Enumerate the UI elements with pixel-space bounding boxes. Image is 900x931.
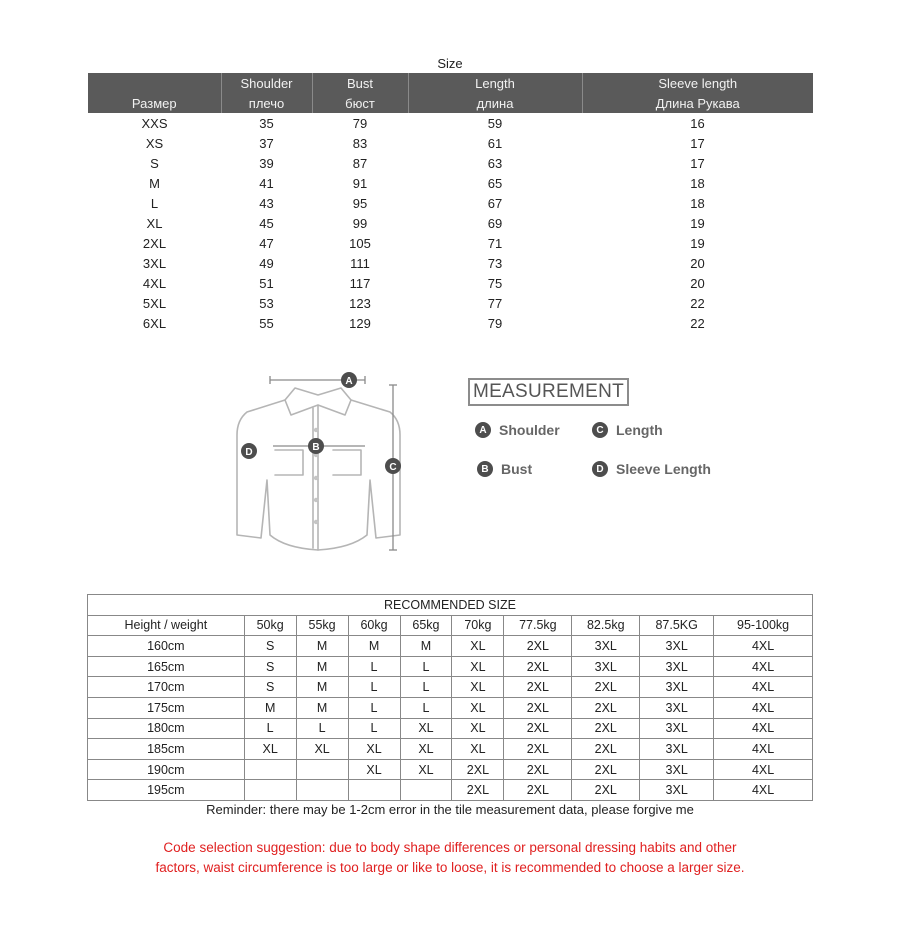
recommended-cell: 4XL bbox=[714, 739, 813, 760]
recommended-cell: 4XL bbox=[714, 780, 813, 801]
size-chart-body bbox=[88, 113, 813, 333]
size-cell: 17 bbox=[690, 155, 705, 171]
size-row bbox=[88, 293, 813, 313]
recommended-cell bbox=[244, 780, 296, 801]
size-cell: 19 bbox=[690, 235, 705, 251]
size-cell: 79 bbox=[487, 315, 503, 331]
size-cell: 47 bbox=[259, 235, 274, 251]
size-row bbox=[88, 233, 813, 253]
recommended-cell: XL bbox=[400, 759, 452, 780]
svg-text:C: C bbox=[389, 462, 397, 473]
svg-text:B: B bbox=[312, 442, 320, 453]
recommended-cell: 4XL bbox=[714, 759, 813, 780]
size-row bbox=[88, 133, 813, 153]
recommended-cell: 3XL bbox=[640, 636, 714, 657]
recommended-cell: XL bbox=[296, 739, 348, 760]
recommended-cell: M bbox=[296, 697, 348, 718]
size-cell: 43 bbox=[259, 195, 274, 211]
size-cell: 69 bbox=[487, 215, 503, 231]
header-bust: Bust bbox=[312, 73, 408, 93]
size-cell: 16 bbox=[690, 115, 705, 131]
recommended-row bbox=[88, 780, 813, 801]
size-cell: 6XL bbox=[142, 315, 167, 331]
size-cell: 55 bbox=[259, 315, 274, 331]
size-cell: 129 bbox=[349, 315, 371, 331]
size-cell: 18 bbox=[690, 195, 705, 211]
recommended-row bbox=[88, 739, 813, 760]
recommended-cell: 2XL bbox=[452, 780, 504, 801]
recommended-cell: 3XL bbox=[640, 759, 714, 780]
recommended-cell: 3XL bbox=[640, 677, 714, 698]
size-cell: 22 bbox=[690, 315, 705, 331]
recommended-header-cell: 82.5kg bbox=[572, 615, 640, 636]
recommended-cell: 195cm bbox=[88, 780, 245, 801]
size-row bbox=[88, 113, 813, 133]
recommended-cell: 3XL bbox=[640, 739, 714, 760]
recommended-cell: 2XL bbox=[572, 697, 640, 718]
size-cell: 99 bbox=[352, 215, 368, 231]
recommended-cell: L bbox=[400, 656, 452, 677]
recommended-row bbox=[88, 718, 813, 739]
suggestion-line-1: Code selection suggestion: due to body shape differences or personal dressing habits and other bbox=[163, 840, 737, 855]
recommended-header-cell: 50kg bbox=[244, 615, 296, 636]
recommended-cell: 190cm bbox=[88, 759, 245, 780]
size-cell: 53 bbox=[259, 295, 274, 311]
recommended-cell: M bbox=[244, 697, 296, 718]
recommended-cell: 2XL bbox=[504, 697, 572, 718]
recommended-cell bbox=[244, 759, 296, 780]
recommended-cell: XL bbox=[452, 718, 504, 739]
recommended-cell: L bbox=[348, 656, 400, 677]
size-cell: 79 bbox=[352, 115, 368, 131]
recommended-cell bbox=[296, 759, 348, 780]
size-cell: 3XL bbox=[142, 255, 167, 271]
recommended-cell: 3XL bbox=[640, 780, 714, 801]
recommended-cell: 170cm bbox=[88, 677, 245, 698]
recommended-cell: 2XL bbox=[572, 739, 640, 760]
size-cell: 18 bbox=[690, 175, 705, 191]
size-cell: 59 bbox=[487, 115, 503, 131]
size-cell: 39 bbox=[259, 155, 274, 171]
recommended-cell: M bbox=[296, 636, 348, 657]
shirt-diagram bbox=[225, 360, 420, 560]
header-bust-ru: бюст bbox=[312, 93, 408, 113]
size-row bbox=[88, 273, 813, 293]
recommended-cell: XL bbox=[452, 677, 504, 698]
legend-shoulder bbox=[475, 422, 560, 438]
recommended-size-header bbox=[88, 615, 813, 636]
legend-sleeve-length bbox=[592, 461, 711, 477]
size-cell: 67 bbox=[487, 195, 503, 211]
recommended-cell: L bbox=[348, 677, 400, 698]
recommended-cell: L bbox=[400, 677, 452, 698]
size-cell: 91 bbox=[352, 175, 368, 191]
size-cell: XL bbox=[146, 215, 163, 231]
size-cell: 37 bbox=[259, 135, 274, 151]
size-cell: 20 bbox=[690, 275, 705, 291]
recommended-cell: L bbox=[348, 718, 400, 739]
size-cell: 61 bbox=[487, 135, 503, 151]
recommended-row bbox=[88, 636, 813, 657]
size-cell: 63 bbox=[487, 155, 503, 171]
size-cell: 111 bbox=[350, 255, 370, 271]
recommended-size-title: RECOMMENDED SIZE bbox=[88, 595, 813, 616]
size-cell: 22 bbox=[690, 295, 705, 311]
pocket-right bbox=[333, 450, 361, 475]
marker-b bbox=[308, 438, 324, 454]
recommended-header-cell: 87.5KG bbox=[640, 615, 714, 636]
header-shoulder-ru: плечо bbox=[221, 93, 312, 113]
recommended-cell: S bbox=[244, 636, 296, 657]
recommended-cell: 2XL bbox=[572, 677, 640, 698]
suggestion-line-2: factors, waist circumference is too large or like to loose, it is recommended to choose a larger size. bbox=[155, 860, 745, 875]
size-row bbox=[88, 253, 813, 273]
recommended-header-cell: 65kg bbox=[400, 615, 452, 636]
recommended-header-cell: 70kg bbox=[452, 615, 504, 636]
recommended-cell: 4XL bbox=[714, 677, 813, 698]
recommended-cell: L bbox=[400, 697, 452, 718]
legend-label-bust: Bust bbox=[501, 461, 533, 477]
size-cell: 123 bbox=[349, 295, 371, 311]
recommended-cell: S bbox=[244, 677, 296, 698]
recommended-cell: XL bbox=[452, 656, 504, 677]
recommended-row bbox=[88, 759, 813, 780]
recommended-cell: L bbox=[348, 697, 400, 718]
size-cell: 87 bbox=[352, 155, 368, 171]
recommended-cell: 2XL bbox=[504, 739, 572, 760]
recommended-cell: 3XL bbox=[572, 636, 640, 657]
recommended-cell: 2XL bbox=[572, 780, 640, 801]
header-shoulder: Shoulder bbox=[221, 73, 312, 93]
size-cell: 77 bbox=[487, 295, 503, 311]
size-cell: S bbox=[150, 155, 159, 171]
size-cell: L bbox=[150, 195, 159, 211]
legend-length bbox=[592, 422, 663, 438]
recommended-cell: 185cm bbox=[88, 739, 245, 760]
size-cell: 49 bbox=[259, 255, 274, 271]
size-cell: 51 bbox=[259, 275, 274, 291]
recommended-cell: S bbox=[244, 656, 296, 677]
recommended-header-cell: 77.5kg bbox=[504, 615, 572, 636]
recommended-cell: 2XL bbox=[504, 677, 572, 698]
legend-badge-b: B bbox=[477, 461, 493, 477]
recommended-cell: 4XL bbox=[714, 697, 813, 718]
size-cell: 65 bbox=[487, 175, 503, 191]
size-row bbox=[88, 213, 813, 233]
header-size-en bbox=[88, 73, 221, 93]
size-cell: XXS bbox=[141, 115, 168, 131]
size-cell: 5XL bbox=[142, 295, 167, 311]
recommended-cell: 3XL bbox=[640, 656, 714, 677]
recommended-cell: 4XL bbox=[714, 718, 813, 739]
recommended-cell: 3XL bbox=[640, 718, 714, 739]
svg-text:A: A bbox=[345, 376, 353, 387]
recommended-cell: L bbox=[296, 718, 348, 739]
size-chart-table bbox=[88, 73, 813, 333]
marker-d bbox=[241, 443, 257, 459]
recommended-cell: 2XL bbox=[504, 780, 572, 801]
legend-badge-a: A bbox=[475, 422, 491, 438]
recommended-cell: M bbox=[296, 677, 348, 698]
recommended-cell: 180cm bbox=[88, 718, 245, 739]
recommended-header-cell: 60kg bbox=[348, 615, 400, 636]
recommended-header-cell: 55kg bbox=[296, 615, 348, 636]
recommended-cell: 4XL bbox=[714, 636, 813, 657]
recommended-cell: 2XL bbox=[504, 636, 572, 657]
legend-label-length: Length bbox=[616, 422, 663, 438]
legend-label-shoulder: Shoulder bbox=[499, 422, 560, 438]
recommended-cell: M bbox=[348, 636, 400, 657]
recommended-cell bbox=[348, 780, 400, 801]
recommended-cell: 3XL bbox=[640, 697, 714, 718]
size-cell: M bbox=[149, 175, 160, 191]
recommended-cell: XL bbox=[452, 739, 504, 760]
size-cell: 41 bbox=[259, 175, 274, 191]
size-cell: 2XL bbox=[142, 235, 167, 251]
recommended-header-cell: 95-100kg bbox=[714, 615, 813, 636]
size-cell: 71 bbox=[487, 235, 503, 251]
recommended-cell: XL bbox=[452, 636, 504, 657]
measurement-title: MEASUREMENT bbox=[468, 378, 629, 406]
recommended-cell: XL bbox=[400, 739, 452, 760]
header-sleeve-length: Sleeve length bbox=[582, 73, 813, 93]
recommended-header-cell: Height / weight bbox=[88, 615, 245, 636]
size-cell: XS bbox=[145, 135, 164, 151]
marker-c bbox=[385, 458, 401, 474]
size-chart-header-ru bbox=[88, 93, 813, 113]
diagram-markers bbox=[241, 372, 401, 474]
size-cell: 105 bbox=[349, 235, 371, 251]
recommended-cell: 2XL bbox=[572, 718, 640, 739]
legend-label-sleeve-length: Sleeve Length bbox=[616, 461, 711, 477]
recommended-cell: XL bbox=[348, 759, 400, 780]
marker-a bbox=[341, 372, 357, 388]
recommended-cell: 2XL bbox=[504, 718, 572, 739]
recommended-row bbox=[88, 677, 813, 698]
recommended-cell: XL bbox=[400, 718, 452, 739]
recommended-cell: 165cm bbox=[88, 656, 245, 677]
size-cell: 95 bbox=[352, 195, 368, 211]
recommended-size-table bbox=[87, 594, 813, 801]
header-length-ru: длина bbox=[408, 93, 582, 113]
header-length: Length bbox=[408, 73, 582, 93]
size-row bbox=[88, 313, 813, 333]
pocket-left bbox=[275, 450, 303, 475]
recommended-cell: M bbox=[296, 656, 348, 677]
size-chart-title: Size bbox=[437, 56, 463, 71]
header-size-ru: Размер bbox=[88, 93, 221, 113]
size-cell: 4XL bbox=[142, 275, 167, 291]
svg-text:D: D bbox=[245, 447, 253, 458]
recommended-cell: XL bbox=[348, 739, 400, 760]
size-row bbox=[88, 173, 813, 193]
size-cell: 83 bbox=[352, 135, 368, 151]
recommended-cell: XL bbox=[452, 697, 504, 718]
recommended-cell: 2XL bbox=[452, 759, 504, 780]
size-cell: 117 bbox=[349, 275, 371, 291]
recommended-cell bbox=[296, 780, 348, 801]
recommended-cell: 2XL bbox=[504, 656, 572, 677]
size-cell: 19 bbox=[690, 215, 705, 231]
legend-badge-c: C bbox=[592, 422, 608, 438]
recommended-row bbox=[88, 697, 813, 718]
size-cell: 45 bbox=[259, 215, 274, 231]
size-row bbox=[88, 153, 813, 173]
recommended-cell: 175cm bbox=[88, 697, 245, 718]
recommended-cell: M bbox=[400, 636, 452, 657]
reminder-text: Reminder: there may be 1-2cm error in the tile measurement data, please forgive me bbox=[206, 802, 694, 817]
recommended-cell: XL bbox=[244, 739, 296, 760]
recommended-cell bbox=[400, 780, 452, 801]
size-cell: 75 bbox=[487, 275, 503, 291]
size-cell: 35 bbox=[259, 115, 274, 131]
size-cell: 17 bbox=[690, 135, 705, 151]
size-row bbox=[88, 193, 813, 213]
recommended-size-body bbox=[88, 636, 813, 801]
header-sleeve-length-ru: Длина Рукава bbox=[582, 93, 813, 113]
legend-badge-d: D bbox=[592, 461, 608, 477]
size-suggestion bbox=[150, 838, 750, 878]
recommended-cell: 160cm bbox=[88, 636, 245, 657]
recommended-cell: L bbox=[244, 718, 296, 739]
size-cell: 20 bbox=[690, 255, 705, 271]
recommended-cell: 2XL bbox=[504, 759, 572, 780]
legend-bust bbox=[477, 461, 532, 477]
recommended-cell: 4XL bbox=[714, 656, 813, 677]
recommended-row bbox=[88, 656, 813, 677]
size-cell: 73 bbox=[487, 255, 503, 271]
recommended-cell: 2XL bbox=[572, 759, 640, 780]
recommended-cell: 3XL bbox=[572, 656, 640, 677]
size-chart-header-en bbox=[88, 73, 813, 93]
